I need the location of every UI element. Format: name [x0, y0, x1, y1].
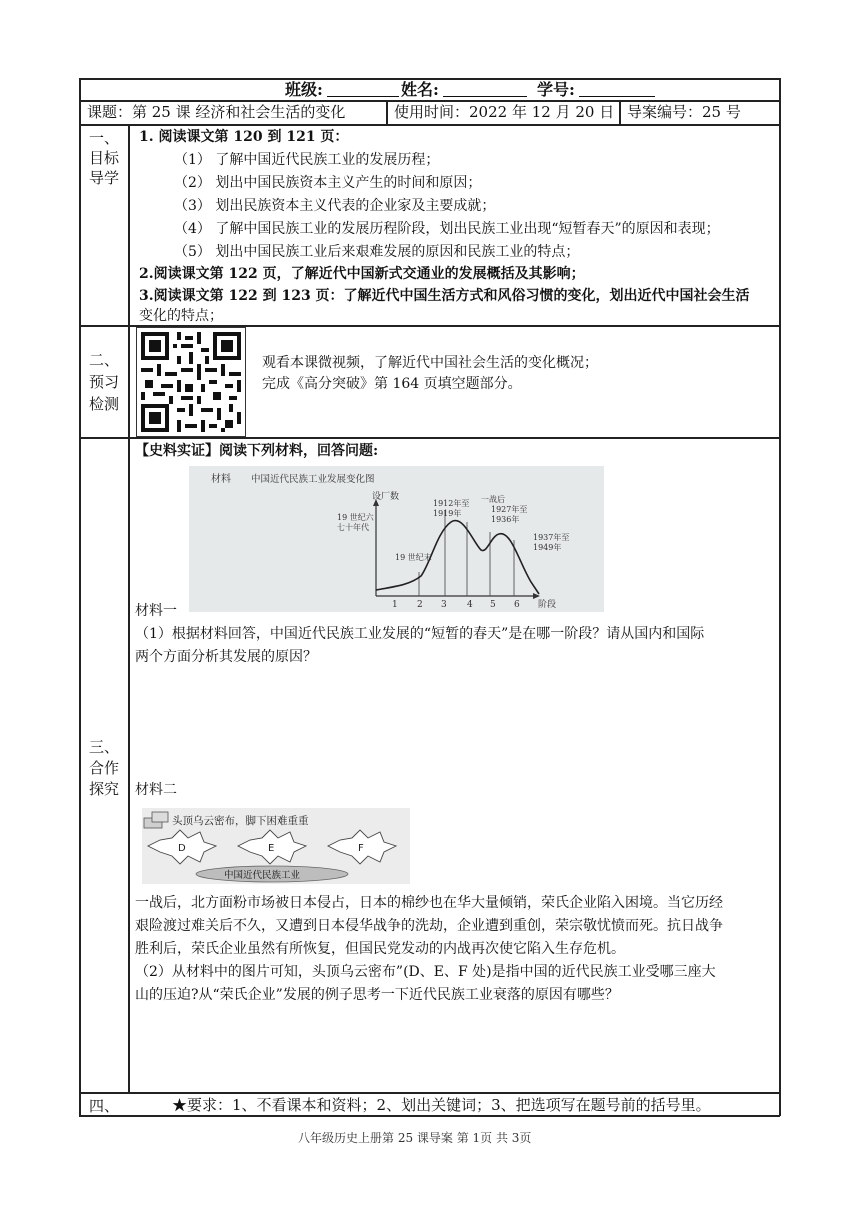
chart-material-tag: 材料	[211, 474, 231, 485]
list-item: 2.阅读课文第 122 页，了解近代中国新式交通业的发展概括及其影响；	[139, 266, 585, 282]
question-1-line-2: 两个方面分析其发展的原因？	[135, 649, 317, 665]
question-1-line-1: （1）根据材料回答，中国近代民族工业发展的“短暂的春天”是在哪一阶段？请从国内和国际	[135, 626, 705, 642]
chart-annotation: 1949年	[533, 543, 562, 552]
industry-development-chart	[189, 466, 604, 612]
material-2-para: 胜利后，荣氏企业虽然有所恢复，但国民党发动的内战再次使它陷入生存危机。	[135, 941, 625, 957]
section-4-label: 四、	[89, 1097, 120, 1115]
chart-annotation: 1937年至	[533, 533, 570, 542]
usage-date: 使用时间：2022 年 12 月 20 日	[394, 103, 615, 121]
chart-caption: 中国近代民族工业发展变化图	[251, 474, 375, 485]
qr-code-image[interactable]	[136, 327, 246, 437]
chart-y-label: 设厂数	[372, 492, 400, 502]
list-item: （4） 了解中国民族工业的发展历程阶段，划出民族工业出现“短暂春天”的原因和表现；	[174, 221, 720, 237]
tick-label: 5	[490, 600, 496, 610]
answer-area-2[interactable]	[132, 1008, 772, 1088]
chart-annotation: 19 世纪末	[395, 553, 432, 562]
cartoon-image	[142, 808, 410, 884]
list-item: （1） 了解中国近代民族工业的发展历程；	[174, 152, 440, 168]
intro-text: 【史料实证】阅读下列材料，回答问题:	[135, 443, 379, 459]
list-item: （5） 划出中国民族工业后来艰难发展的原因和民族工业的特点；	[174, 244, 580, 260]
name-label: 姓名:	[401, 80, 439, 99]
chart-annotation: 1912年至	[433, 499, 470, 508]
answer-area-1[interactable]	[132, 670, 772, 770]
id-blank[interactable]	[579, 82, 655, 97]
id-label: 学号:	[537, 80, 575, 99]
star-label: F	[358, 843, 364, 854]
tick-label: 3	[441, 600, 447, 610]
material-2-label: 材料二	[135, 782, 177, 798]
cartoon-base-label: 中国近代民族工业	[224, 870, 301, 881]
material-2-para: 艰险渡过难关后不久，又遭到日本侵华战争的洗劫，企业遭到重创，荣宗敬忧愤而死。抗日战争	[135, 918, 723, 934]
chart-x-label: 阶段	[538, 600, 557, 610]
chart-annotation: 19 世纪六	[337, 513, 374, 522]
class-label: 班级:	[285, 80, 323, 99]
star-label: D	[178, 843, 186, 854]
qr-code-icon	[137, 328, 245, 436]
material-2-para: 一战后，北方面粉市场被日本侵占，日本的棉纱也在华大量倾销，荣氏企业陷入困境。当它历经	[135, 895, 723, 911]
tick-label: 4	[467, 600, 473, 610]
tick-label: 6	[514, 600, 520, 610]
list-item: 3.阅读课文第 122 到 123 页：了解近代中国生活方式和风俗习惯的变化，划出近代中国社会生活	[139, 288, 750, 304]
cartoon-banner: 头顶乌云密布，脚下困难重重	[172, 815, 309, 827]
chart-annotation: 一战后	[481, 495, 505, 504]
topic: 课题：第 25 课 经济和社会生活的变化	[87, 103, 346, 121]
name-blank[interactable]	[443, 82, 527, 97]
star-label: E	[268, 843, 275, 854]
chart-annotation: 1927年至	[491, 505, 528, 514]
question-2-line-1: （2）从材料中的图片可知，头顶乌云密布”(D、E、F 处)是指中国的近代民族工业受哪三座大	[135, 964, 716, 980]
question-2-line-2: 山的压迫?从“荣氏企业”发展的例子思考一下近代民族工业衰落的原因有哪些？	[135, 987, 619, 1003]
requirement-text: ★要求：1、不看课本和资料；2、划出关键词；3、把选项写在题号前的括号里。	[172, 1096, 711, 1114]
list-item: （2） 划出中国民族资本主义产生的时间和原因；	[174, 175, 482, 191]
list-item: 1. 阅读课文第 120 到 121 页：	[139, 129, 349, 145]
industry-chart-photo	[189, 466, 604, 612]
chart-annotation: 1919年	[433, 509, 462, 518]
list-item: （3） 划出民族资本主义代表的企业家及主要成就；	[174, 198, 496, 214]
preview-task-2: 完成《高分突破》第 164 页填空题部分。	[262, 376, 522, 392]
tick-label: 2	[417, 600, 423, 610]
cartoon-drawing	[142, 808, 410, 884]
chart-annotation: 七十年代	[337, 523, 369, 532]
material-1-label: 材料一	[135, 603, 177, 619]
preview-task-1: 观看本课微视频，了解近代中国社会生活的变化概况；	[262, 355, 598, 371]
tick-label: 1	[392, 600, 398, 610]
class-blank[interactable]	[327, 82, 399, 97]
plan-number: 导案编号：25 号	[627, 103, 741, 121]
list-item: 变化的特点；	[139, 308, 223, 324]
page-footer: 八年级历史上册第 25 课导案 第 1页 共 3页	[298, 1131, 532, 1145]
chart-annotation: 1936年	[491, 515, 520, 524]
